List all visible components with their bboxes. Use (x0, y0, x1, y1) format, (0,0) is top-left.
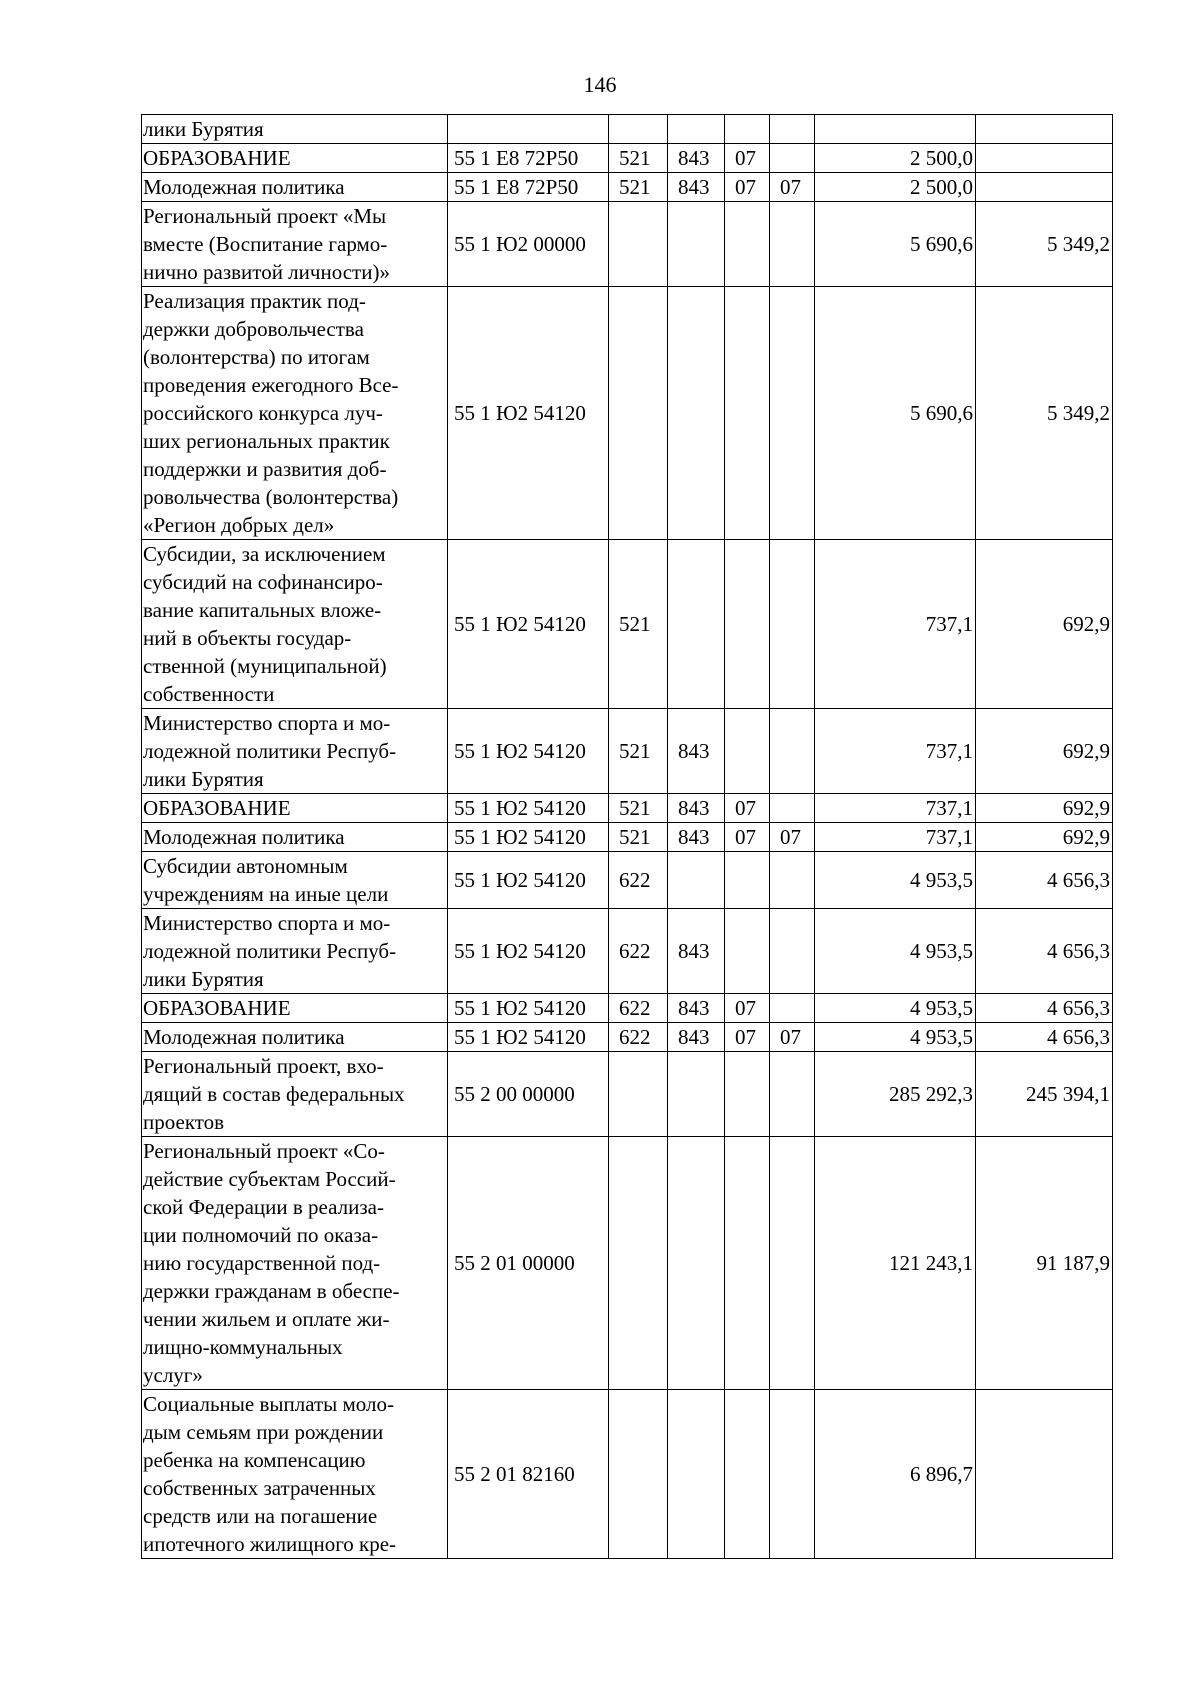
department-cell: 843 (668, 709, 725, 794)
department-cell: 843 (668, 173, 725, 202)
amount-year2-cell (976, 144, 1113, 173)
csr-cell: 55 1 Ю2 54120 (448, 794, 609, 823)
expense-type-cell (609, 287, 668, 540)
expense-type-cell: 622 (609, 1023, 668, 1052)
section-cell: 07 (725, 1023, 770, 1052)
expense-type-cell: 521 (609, 794, 668, 823)
amount-year1-cell: 5 690,6 (815, 202, 976, 287)
subsection-cell: 07 (770, 823, 815, 852)
amount-year1-cell: 4 953,5 (815, 852, 976, 909)
expense-type-cell (609, 1390, 668, 1559)
table-row (142, 823, 1113, 852)
amount-year2-cell: 692,9 (976, 823, 1113, 852)
expense-type-cell (609, 202, 668, 287)
csr-cell: 55 1 Ю2 54120 (448, 994, 609, 1023)
csr-cell: 55 1 Ю2 54120 (448, 709, 609, 794)
department-cell (668, 1137, 725, 1390)
expense-type-cell (609, 115, 668, 144)
department-cell: 843 (668, 823, 725, 852)
expense-type-cell (609, 1052, 668, 1137)
section-cell (725, 852, 770, 909)
subsection-cell (770, 540, 815, 709)
item-name-cell: Региональный проект «Со- действие субъектам Россий- ской Федерации в реализа- ции полномочий по оказа- нию государственной под- держки гражданам в обеспе- чении жильем и оплате жи- лищно-коммунальных услуг» (142, 1137, 448, 1390)
csr-cell: 55 2 01 00000 (448, 1137, 609, 1390)
item-name-cell: Молодежная политика (142, 173, 448, 202)
section-cell (725, 709, 770, 794)
amount-year2-cell: 692,9 (976, 540, 1113, 709)
table-row (142, 287, 1113, 540)
amount-year1-cell: 121 243,1 (815, 1137, 976, 1390)
item-name-cell: Субсидии автономным учреждениям на иные цели (142, 852, 448, 909)
department-cell: 843 (668, 144, 725, 173)
department-cell: 843 (668, 909, 725, 994)
department-cell: 843 (668, 1023, 725, 1052)
expense-type-cell: 521 (609, 144, 668, 173)
subsection-cell: 07 (770, 173, 815, 202)
subsection-cell (770, 144, 815, 173)
amount-year1-cell: 4 953,5 (815, 909, 976, 994)
item-name-cell: Региональный проект, вхо- дящий в состав федеральных проектов (142, 1052, 448, 1137)
amount-year2-cell (976, 173, 1113, 202)
expense-type-cell: 622 (609, 994, 668, 1023)
department-cell (668, 1052, 725, 1137)
table-row (142, 1137, 1113, 1390)
subsection-cell (770, 202, 815, 287)
table-row (142, 909, 1113, 994)
amount-year1-cell: 737,1 (815, 709, 976, 794)
department-cell: 843 (668, 994, 725, 1023)
section-cell: 07 (725, 794, 770, 823)
amount-year1-cell: 5 690,6 (815, 287, 976, 540)
expense-type-cell: 622 (609, 909, 668, 994)
table-row (142, 1052, 1113, 1137)
amount-year1-cell: 737,1 (815, 823, 976, 852)
amount-year1-cell: 737,1 (815, 540, 976, 709)
section-cell (725, 540, 770, 709)
amount-year2-cell: 5 349,2 (976, 202, 1113, 287)
amount-year2-cell: 692,9 (976, 709, 1113, 794)
section-cell (725, 1390, 770, 1559)
subsection-cell: 07 (770, 1023, 815, 1052)
amount-year2-cell (976, 1390, 1113, 1559)
amount-year2-cell: 4 656,3 (976, 1023, 1113, 1052)
table-row (142, 852, 1113, 909)
item-name-cell: Реализация практик под- держки добровольчества (волонтерства) по итогам проведения ежегодного Все- российского конкурса луч- ших региональных практик поддержки и развития доб- ровольчества (волонтерства) «Регион добрых дел» (142, 287, 448, 540)
department-cell (668, 540, 725, 709)
section-cell (725, 1052, 770, 1137)
table-row (142, 202, 1113, 287)
amount-year1-cell: 2 500,0 (815, 144, 976, 173)
item-name-cell: Молодежная политика (142, 823, 448, 852)
department-cell (668, 287, 725, 540)
subsection-cell (770, 909, 815, 994)
amount-year1-cell: 6 896,7 (815, 1390, 976, 1559)
subsection-cell (770, 115, 815, 144)
csr-cell: 55 1 E8 72P50 (448, 144, 609, 173)
csr-cell: 55 1 Ю2 54120 (448, 852, 609, 909)
table-row (142, 144, 1113, 173)
subsection-cell (770, 852, 815, 909)
expense-type-cell: 521 (609, 823, 668, 852)
csr-cell: 55 1 E8 72P50 (448, 173, 609, 202)
table-row (142, 794, 1113, 823)
amount-year2-cell: 4 656,3 (976, 852, 1113, 909)
item-name-cell: Региональный проект «Мы вместе (Воспитание гармо- нично развитой личности)» (142, 202, 448, 287)
subsection-cell (770, 794, 815, 823)
table-row (142, 173, 1113, 202)
amount-year2-cell: 4 656,3 (976, 909, 1113, 994)
amount-year2-cell: 5 349,2 (976, 287, 1113, 540)
section-cell: 07 (725, 823, 770, 852)
table-row (142, 115, 1113, 144)
table-row (142, 709, 1113, 794)
page-number: 146 (583, 72, 617, 97)
csr-cell: 55 2 01 82160 (448, 1390, 609, 1559)
section-cell (725, 202, 770, 287)
section-cell (725, 287, 770, 540)
amount-year1-cell (815, 115, 976, 144)
section-cell: 07 (725, 144, 770, 173)
amount-year2-cell: 91 187,9 (976, 1137, 1113, 1390)
csr-cell: 55 1 Ю2 54120 (448, 1023, 609, 1052)
amount-year2-cell: 692,9 (976, 794, 1113, 823)
section-cell (725, 115, 770, 144)
department-cell (668, 115, 725, 144)
amount-year1-cell: 737,1 (815, 794, 976, 823)
subsection-cell (770, 1137, 815, 1390)
subsection-cell (770, 994, 815, 1023)
item-name-cell: ОБРАЗОВАНИЕ (142, 794, 448, 823)
section-cell (725, 1137, 770, 1390)
amount-year1-cell: 285 292,3 (815, 1052, 976, 1137)
amount-year1-cell: 2 500,0 (815, 173, 976, 202)
department-cell (668, 202, 725, 287)
section-cell: 07 (725, 994, 770, 1023)
csr-cell: 55 1 Ю2 54120 (448, 823, 609, 852)
table-row (142, 994, 1113, 1023)
csr-cell: 55 1 Ю2 54120 (448, 909, 609, 994)
item-name-cell: Субсидии, за исключением субсидий на софинансиро- вание капитальных вложе- ний в объекты государ- ственной (муниципальной) собственности (142, 540, 448, 709)
item-name-cell: ОБРАЗОВАНИЕ (142, 994, 448, 1023)
table-row (142, 1023, 1113, 1052)
item-name-cell: Министерство спорта и мо- лодежной политики Респуб- лики Бурятия (142, 909, 448, 994)
expense-type-cell: 521 (609, 173, 668, 202)
item-name-cell: Министерство спорта и мо- лодежной политики Респуб- лики Бурятия (142, 709, 448, 794)
subsection-cell (770, 1390, 815, 1559)
csr-cell: 55 1 Ю2 54120 (448, 287, 609, 540)
item-name-cell: ОБРАЗОВАНИЕ (142, 144, 448, 173)
item-name-cell: лики Бурятия (142, 115, 448, 144)
section-cell (725, 909, 770, 994)
subsection-cell (770, 287, 815, 540)
expense-type-cell (609, 1137, 668, 1390)
subsection-cell (770, 1052, 815, 1137)
section-cell: 07 (725, 173, 770, 202)
subsection-cell (770, 709, 815, 794)
department-cell (668, 1390, 725, 1559)
expense-type-cell: 521 (609, 540, 668, 709)
item-name-cell: Социальные выплаты моло- дым семьям при рождении ребенка на компенсацию собственных затраченных средств или на погашение ипотечного жилищного кре- (142, 1390, 448, 1559)
amount-year2-cell: 4 656,3 (976, 994, 1113, 1023)
department-cell: 843 (668, 794, 725, 823)
csr-cell (448, 115, 609, 144)
item-name-cell: Молодежная политика (142, 1023, 448, 1052)
csr-cell: 55 2 00 00000 (448, 1052, 609, 1137)
csr-cell: 55 1 Ю2 54120 (448, 540, 609, 709)
amount-year1-cell: 4 953,5 (815, 994, 976, 1023)
amount-year2-cell (976, 115, 1113, 144)
budget-table (141, 114, 1113, 1559)
table-row (142, 1390, 1113, 1559)
table-row (142, 540, 1113, 709)
amount-year1-cell: 4 953,5 (815, 1023, 976, 1052)
expense-type-cell: 521 (609, 709, 668, 794)
department-cell (668, 852, 725, 909)
amount-year2-cell: 245 394,1 (976, 1052, 1113, 1137)
csr-cell: 55 1 Ю2 00000 (448, 202, 609, 287)
expense-type-cell: 622 (609, 852, 668, 909)
